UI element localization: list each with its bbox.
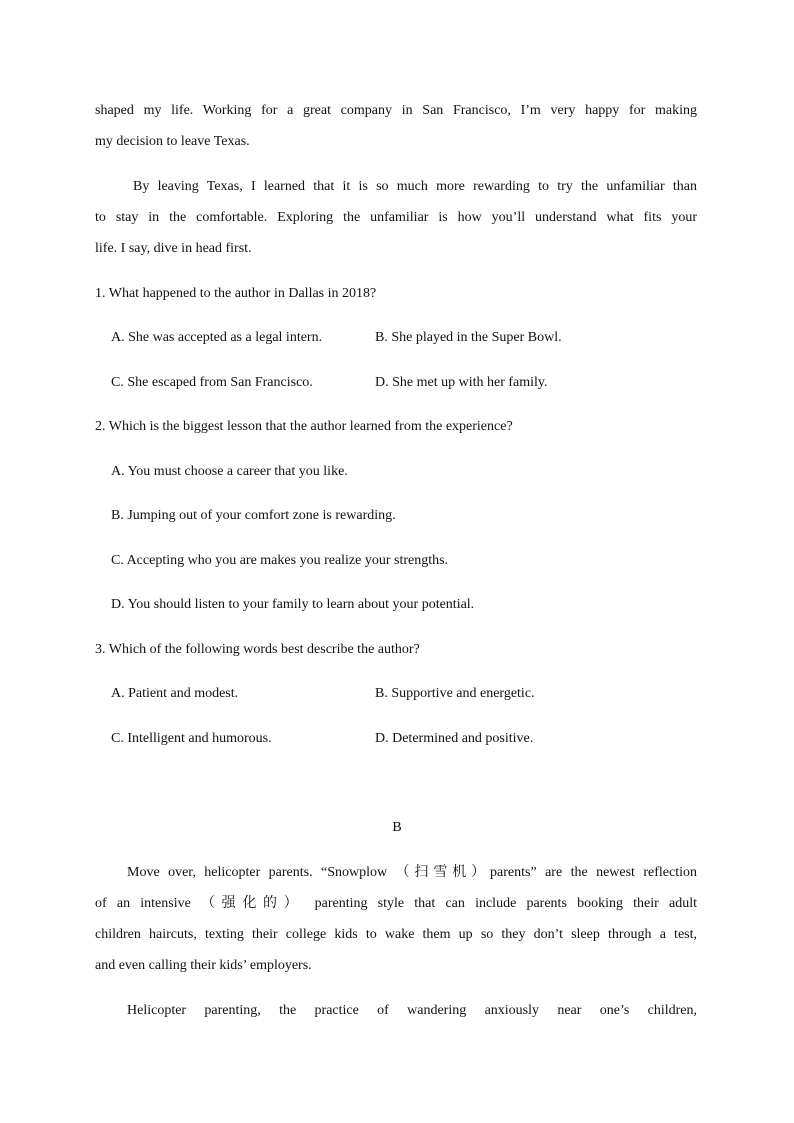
option-c: C. Intelligent and humorous. — [111, 731, 272, 746]
passage-a-line: my decision to leave Texas. — [95, 134, 250, 149]
passage-a-line: shaped my life. Working for a great company in San Francisco, I’m very happy for making — [95, 103, 697, 118]
passage-a-line: life. I say, dive in head first. — [95, 241, 252, 256]
question-stem: 2. Which is the biggest lesson that the author learned from the experience? — [95, 419, 513, 434]
option-c: C. Accepting who you are makes you realize your strengths. — [111, 553, 449, 568]
option-d: D. She met up with her family. — [375, 375, 548, 390]
option-a: A. She was accepted as a legal intern. — [111, 330, 323, 345]
option-a: A. You must choose a career that you like. — [111, 464, 348, 479]
option-d: D. Determined and positive. — [375, 731, 534, 746]
question-stem: 1. What happened to the author in Dallas in 2018? — [95, 286, 377, 301]
passage-a-line: to stay in the comfortable. Exploring the unfamiliar is how you’ll understand what fits your — [95, 210, 697, 225]
section-heading: B — [392, 820, 402, 835]
passage-a-line: By leaving Texas, I learned that it is so much more rewarding to try the unfamiliar than — [133, 179, 697, 194]
passage-b-line: and even calling their kids’ employers. — [95, 958, 312, 973]
passage-b-line: children haircuts, texting their college kids to wake them up so they don’t sleep through a test, — [95, 927, 697, 942]
passage-b-line: Helicopter parenting, the practice of wandering anxiously near one’s children, — [127, 1003, 697, 1018]
question-stem: 3. Which of the following words best describe the author? — [95, 642, 420, 657]
option-a: A. Patient and modest. — [111, 686, 239, 701]
passage-b-line: Move over, helicopter parents. “Snowplow （扫雪机）parents” are the newest reflection — [127, 865, 697, 880]
option-b: B. Supportive and energetic. — [375, 686, 535, 701]
option-b: B. She played in the Super Bowl. — [375, 330, 562, 345]
option-b: B. Jumping out of your comfort zone is rewarding. — [111, 508, 396, 523]
passage-b-line: of an intensive （强化的） parenting style that can include parents booking their adult — [95, 896, 697, 911]
option-d: D. You should listen to your family to learn about your potential. — [111, 597, 475, 612]
option-c: C. She escaped from San Francisco. — [111, 375, 313, 390]
